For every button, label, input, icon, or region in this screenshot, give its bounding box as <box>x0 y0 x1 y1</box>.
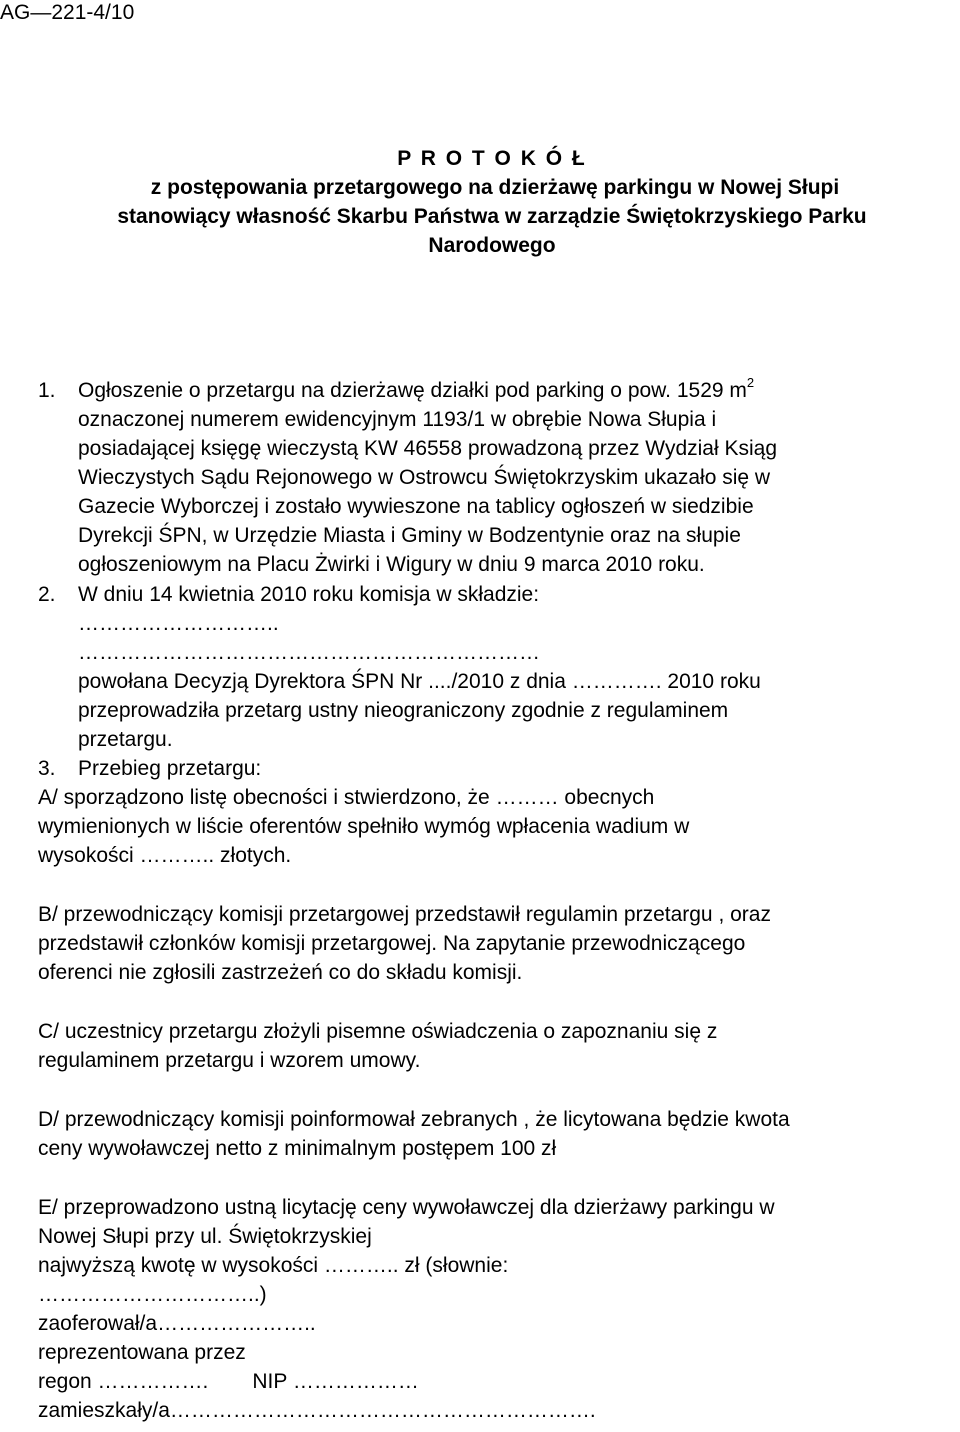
section-b-line-1: B/ przewodniczący komisji przetargowej przedstawił regulamin przetargu , oraz <box>38 903 771 926</box>
subtitle-line-2: stanowiący własność Skarbu Państwa w zarządzie Świętokrzyskiego Parku <box>117 205 867 228</box>
document-title: P R O T O K Ó Ł <box>397 147 587 170</box>
item-2-line-4: powołana Decyzją Dyrektora ŚPN Nr ..../2010 z dnia …………. 2010 roku <box>78 670 761 693</box>
section-a-line-1: A/ sporządzono listę obecności i stwierdzono, że ……… obecnych <box>38 786 655 809</box>
item-1-line-7: ogłoszeniowym na Placu Żwirki i Wigury w dniu 9 marca 2010 roku. <box>78 553 705 576</box>
item-2-line-1 <box>38 580 539 609</box>
document-id: AG—221-4/10 <box>0 1 135 24</box>
section-e-line-6: reprezentowana przez <box>38 1341 246 1364</box>
nip-field: NIP ……………… <box>252 1370 419 1393</box>
section-e-line-4: …………………………..) <box>38 1283 267 1306</box>
item-3-text: Przebieg przetargu: <box>78 757 262 780</box>
section-d-line-1: D/ przewodniczący komisji poinformował zebranych , że licytowana będzie kwota <box>38 1108 790 1131</box>
subtitle-line-3: Narodowego <box>428 234 556 257</box>
item-1-number: 1. <box>38 379 56 402</box>
section-e-line-3: najwyższą kwotę w wysokości ……….. zł (słownie: <box>38 1254 509 1277</box>
item-1-line-4: Wieczystych Sądu Rejonowego w Ostrowcu Świętokrzyskim ukazało się w <box>78 466 771 489</box>
section-e-line-2: Nowej Słupi przy ul. Świętokrzyskiej <box>38 1225 372 1248</box>
item-1-line-5: Gazecie Wyborczej i zostało wywieszone na tablicy ogłoszeń w siedzibie <box>78 495 754 518</box>
regon-field: regon ……………. <box>38 1370 209 1393</box>
item-1-line-6: Dyrekcji ŚPN, w Urzędzie Miasta i Gminy w Bodzentynie oraz na słupie <box>78 524 741 547</box>
item-2-number: 2. <box>38 583 56 606</box>
item-2-line-2: ……………………….. <box>78 612 279 635</box>
section-a-line-3: wysokości ……….. złotych. <box>38 844 292 867</box>
item-3-number: 3. <box>38 757 56 780</box>
subtitle-line-1: z postępowania przetargowego na dzierżawę parkingu w Nowej Słupi <box>150 176 840 199</box>
section-b-line-2: przedstawił członków komisji przetargowej. Na zapytanie przewodniczącego <box>38 932 746 955</box>
item-1-text: Ogłoszenie o przetargu na dzierżawę działki pod parking o pow. 1529 m <box>78 379 747 402</box>
section-c-line-1: C/ uczestnicy przetargu złożyli pisemne oświadczenia o zapoznaniu się z <box>38 1020 718 1043</box>
section-e-line-8: zamieszkały/a……………………………………………………. <box>38 1399 596 1422</box>
section-e-line-7 <box>38 1367 419 1396</box>
item-1-line-2: oznaczonej numerem ewidencyjnym 1193/1 w obrębie Nowa Słupia i <box>78 408 717 431</box>
section-e-line-5: zaoferował/a………………….. <box>38 1312 316 1335</box>
section-e-line-1: E/ przeprowadzono ustną licytację ceny wywoławczej dla dzierżawy parkingu w <box>38 1196 775 1219</box>
section-c-line-2: regulaminem przetargu i wzorem umowy. <box>38 1049 421 1072</box>
item-2-line-6: przetargu. <box>78 728 173 751</box>
document-header <box>0 144 960 260</box>
item-1-line-3: posiadającej księgę wieczystą KW 46558 prowadzoną przez Wydział Ksiąg <box>78 437 777 460</box>
item-3-line-1 <box>38 754 261 783</box>
item-1-line-1 <box>38 376 754 405</box>
section-d-line-2: ceny wywoławczej netto z minimalnym postępem 100 zł <box>38 1137 557 1160</box>
item-2-line-3: ………………………………………………………… <box>78 641 540 664</box>
section-b-line-3: oferenci nie zgłosili zastrzeżeń co do składu komisji. <box>38 961 523 984</box>
section-a-line-2: wymienionych w liście oferentów spełniło wymóg wpłacenia wadium w <box>38 815 690 838</box>
area-unit-superscript: 2 <box>746 375 755 390</box>
item-2-line-5: przeprowadziła przetarg ustny nieograniczony zgodnie z regulaminem <box>78 699 729 722</box>
item-2-text: W dniu 14 kwietnia 2010 roku komisja w składzie: <box>78 583 540 606</box>
